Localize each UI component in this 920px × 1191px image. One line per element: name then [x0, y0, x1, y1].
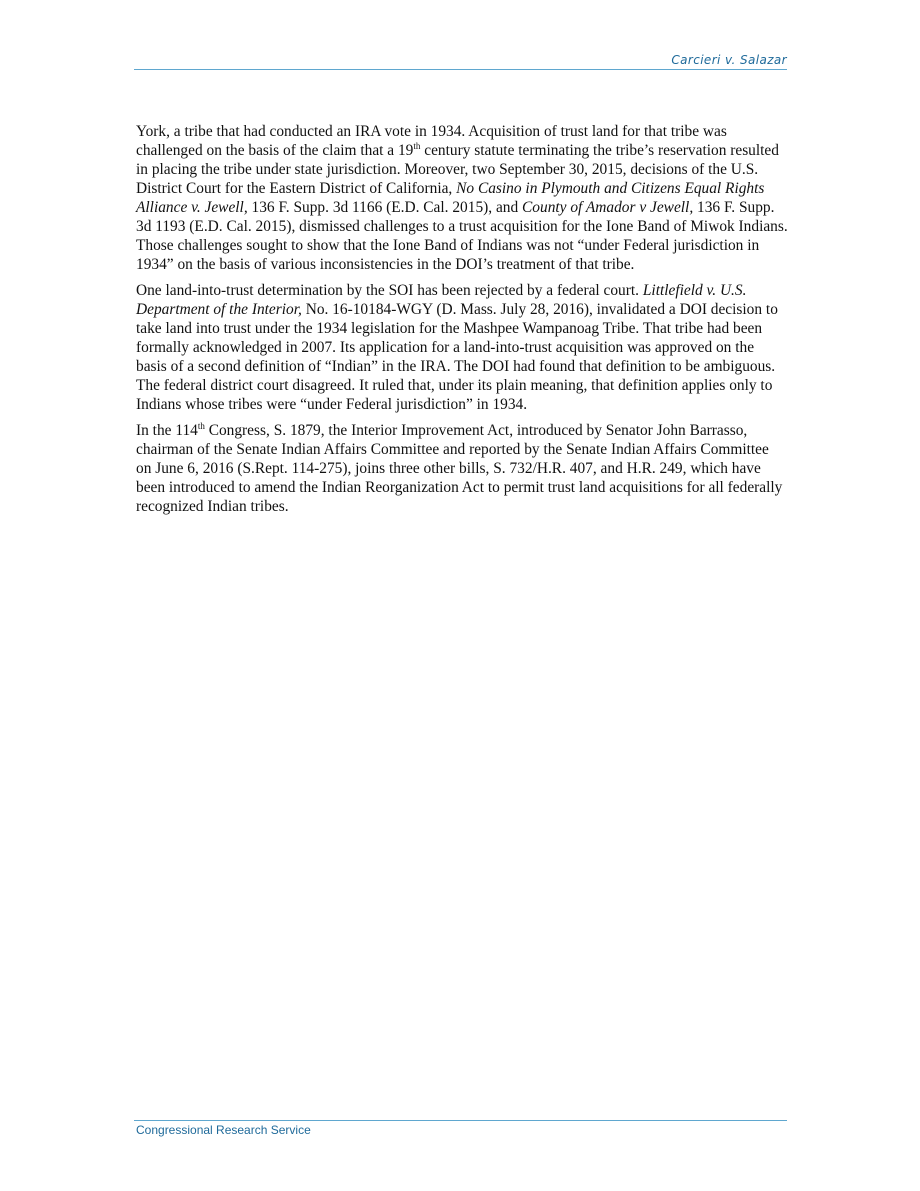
paragraph-1-text-a: York, a tribe that had conducted an IRA vote in 1934. Acquisition of trust land for that tribe was challenged on the basis of the claim that a 19 [136, 123, 727, 159]
ordinal-superscript: th [413, 141, 421, 151]
paragraph-1 [136, 122, 788, 274]
paragraph-1-text-c: 136 F. Supp. 3d 1166 (E.D. Cal. 2015), and [247, 199, 523, 216]
case-citation-no-casino: No Casino in Plymouth and Citizens Equal Rights Alliance v. Jewell, [136, 180, 765, 216]
case-citation-littlefield: Littlefield v. U.S. Department of the Interior, [136, 282, 747, 318]
footer-divider [134, 1120, 787, 1121]
case-citation-county-of-amador: County of Amador v Jewell, [522, 199, 694, 216]
paragraph-2-text-b: No. 16-10184-WGY (D. Mass. July 28, 2016), invalidated a DOI decision to take land into trust under the 1934 legislation for the Mashpee Wampanoag Tribe. That tribe had been formally acknowledged in 2007. Its application for a land-into-trust acquisition was approved on the basis of a second definition of “Indian” in the IRA. The DOI had found that definition to be ambiguous. The federal district court disagreed. It ruled that, under its plain meaning, that definition applies only to Indians whose tribes were “under Federal jurisdiction” in 1934. [136, 301, 778, 413]
ordinal-superscript: th [197, 421, 205, 431]
paragraph-3-text-b: Congress, S. 1879, the Interior Improvement Act, introduced by Senator John Barrasso, chairman of the Senate Indian Affairs Committee and reported by the Senate Indian Affairs Committee on June 6, 2016 (S.Rept. 114-275), joins three other bills, S. 732/H.R. 407, and H.R. 249, which have been introduced to amend the Indian Reorganization Act to permit trust land acquisitions for all federally recognized Indian tribes. [136, 422, 783, 515]
paragraph-2-text-a: One land-into-trust determination by the SOI has been rejected by a federal court. [136, 282, 643, 299]
document-body [136, 122, 788, 523]
footer-organization: Congressional Research Service [136, 1123, 311, 1137]
paragraph-3 [136, 421, 788, 516]
running-header-title: Carcieri v. Salazar [671, 53, 787, 67]
header-divider [134, 69, 787, 70]
paragraph-3-text-a: In the 114 [136, 422, 198, 439]
paragraph-1-text-b: century statute terminating the tribe’s reservation resulted in placing the tribe under state jurisdiction. Moreover, two September 30, 2015, decisions of the U.S. District Court for the Eastern District of California, [136, 142, 779, 197]
paragraph-1-text-d: 136 F. Supp. 3d 1193 (E.D. Cal. 2015), dismissed challenges to a trust acquisition for the Ione Band of Miwok Indians. Those challenges sought to show that the Ione Band of Indians was not “under Federal jurisdiction in 1934” on the basis of various inconsistencies in the DOI’s treatment of that tribe. [136, 199, 788, 273]
paragraph-2 [136, 281, 788, 414]
